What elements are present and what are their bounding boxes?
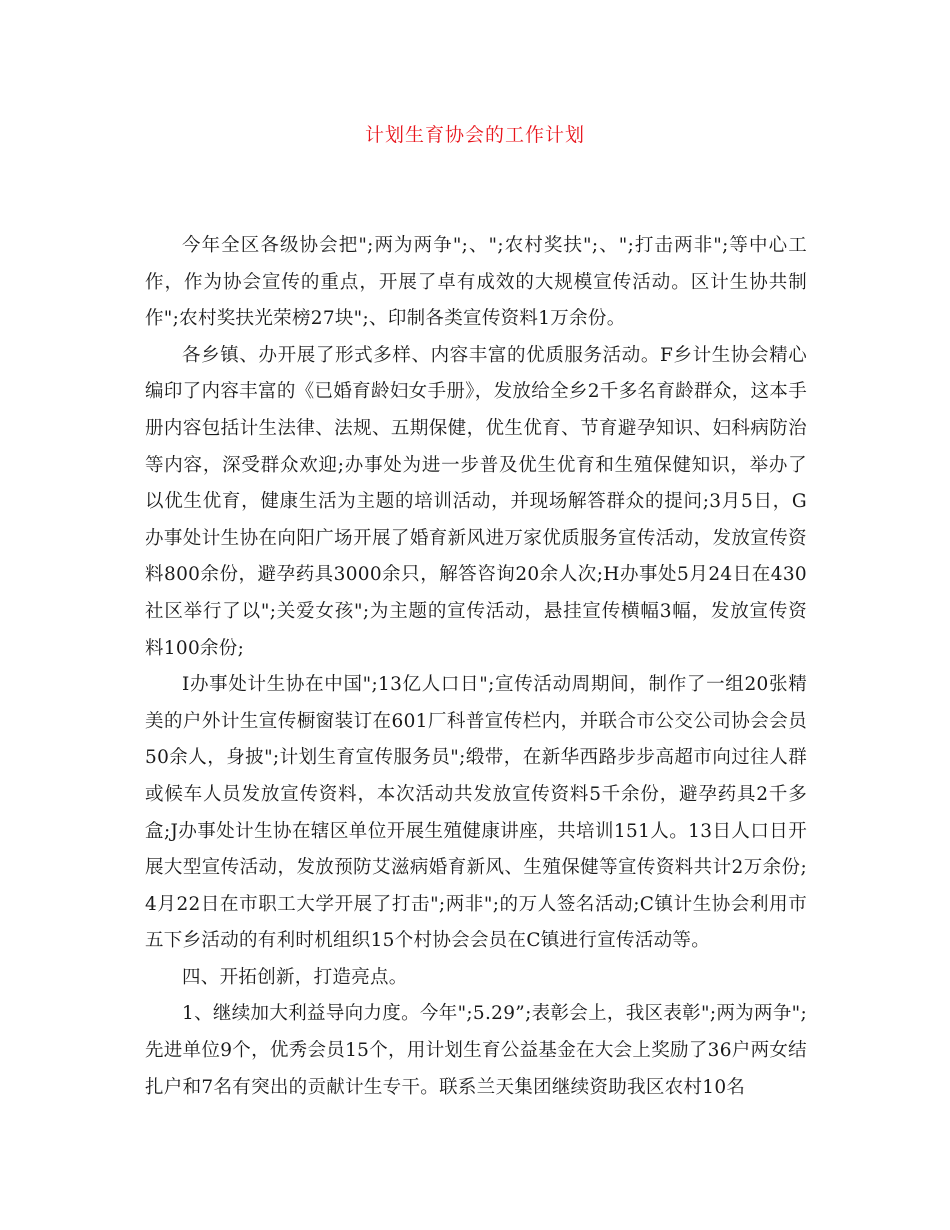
paragraph-4: 1、继续加大利益导向力度。今年";5.29”;表彰会上，我区表彰";两为两争";先进单位9个，优秀会员15个，用计划生育公益基金在大会上奖励了36户两女结扎户和7名有突出的贡献计生专干。联系兰天集团继续资助我区农村10名	[145, 1003, 807, 1098]
paragraph-1: 今年全区各级协会把";两为两争";、";农村奖扶";、";打击两非";等中心工作，作为协会宣传的重点，开展了卓有成效的大规模宣传活动。区计生协共制作";农村奖扶光荣榜27块";、印制各类宣传资料1万余份。	[145, 235, 807, 330]
paragraph-2: 各乡镇、办开展了形式多样、内容丰富的优质服务活动。F乡计生协会精心编印了内容丰富的《已婚育龄妇女手册》，发放给全乡2千多名育龄群众，这本手册内容包括计生法律、法规、五期保健，优生优育、节育避孕知识、妇科病防治等内容，深受群众欢迎;办事处为进一步普及优生优育和生殖保健知识，举办了以优生优育，健康生活为主题的培训活动，并现场解答群众的提问;3月5日，G办事处计生协在向阳广场开展了婚育新风进万家优质服务宣传活动，发放宣传资料800余份，避孕药具3000余只，解答咨询20余人次;H办事处5月24日在430社区举行了以";关爱女孩";为主题的宣传活动，悬挂宣传横幅3幅，发放宣传资料100余份;	[145, 344, 807, 659]
document-title: 计划生育协会的工作计划	[364, 124, 585, 146]
section-heading: 四、开拓创新，打造亮点。	[182, 966, 408, 988]
document-body	[145, 228, 807, 1106]
paragraph-3: I办事处计生协在中国";13亿人口日";宣传活动周期间，制作了一组20张精美的户外计生宣传橱窗装订在601厂科普宣传栏内，并联合市公交公司协会会员50余人，身披";计划生育宣传服务员";缎带，在新华西路步步高超市向过往人群或候车人员发放宣传资料，本次活动共发放宣传资料5千余份，避孕药具2千多盒;J办事处计生协在辖区单位开展生殖健康讲座，共培训151人。13日人口日开展大型宣传活动，发放预防艾滋病婚育新风、生殖保健等宣传资料共计2万余份;4月22日在市职工大学开展了打击";两非";的万人签名活动;C镇计生协会利用市五下乡活动的有利时机组织15个村协会会员在C镇进行宣传活动等。	[145, 674, 807, 952]
